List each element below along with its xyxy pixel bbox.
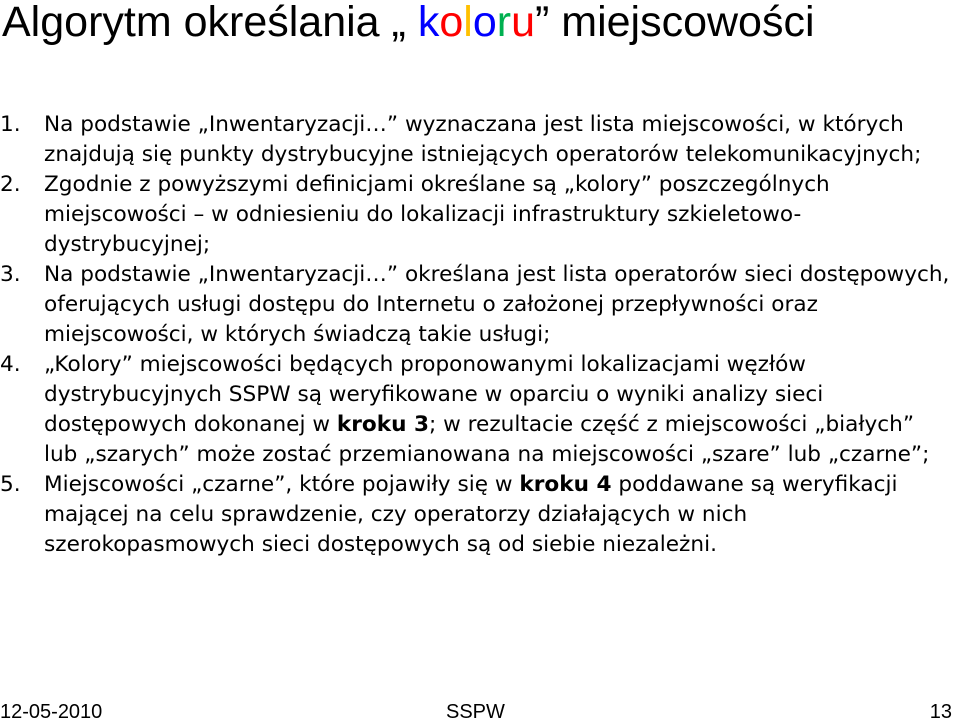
list-item [0, 350, 950, 470]
text-run: Na podstawie „Inwentaryzacji…” określana jest lista operatorów sieci dostępowych, oferujących usługi dostępu do Internetu o założonej przepływności oraz miejscowości, w których świadczą takie usługi; [44, 262, 950, 347]
list-item-number: 5. [0, 472, 21, 497]
title-letter: r [496, 0, 512, 46]
list-item [0, 260, 950, 350]
title-colored-word [406, 0, 535, 46]
list-item-text [44, 470, 950, 560]
list-item-text [44, 350, 950, 470]
step-reference: kroku 4 [519, 472, 612, 497]
list-item-text [44, 260, 950, 350]
text-run: poddawane są weryfikacji mającej na celu sprawdzenie, czy operatorzy działających w nich szerokopasmowych sieci dostępowych są od siebie niezależni. [44, 472, 898, 557]
title-suffix: ” miejscowości [534, 0, 815, 46]
list-item-text [44, 110, 950, 170]
title-letter: u [511, 0, 535, 46]
footer-date: 12-05-2010 [0, 701, 103, 723]
footer-center-label: SSPW [446, 701, 505, 723]
step-reference: kroku 3 [336, 412, 429, 437]
title-prefix: Algorytm określania „ [2, 0, 406, 46]
title-letter: l [463, 0, 473, 46]
slide-number: 13 [929, 701, 952, 723]
title-letter: k [417, 0, 440, 46]
algorithm-steps-list [0, 110, 950, 560]
title-letter: o [439, 0, 464, 46]
slide-title [2, 0, 815, 50]
list-item-number: 3. [0, 262, 21, 287]
title-letter: o [472, 0, 497, 46]
list-item-number: 1. [0, 112, 21, 137]
text-run: Na podstawie „Inwentaryzacji…” wyznaczana jest lista miejscowości, w których znajdują się punkty dystrybucyjne istniejących operatorów telekomunikacyjnych; [44, 112, 922, 167]
text-run: Miejscowości „czarne”, które pojawiły się w [44, 472, 520, 497]
list-item-text [44, 170, 950, 260]
slide-footer [0, 700, 960, 724]
list-item [0, 110, 950, 170]
text-run: Zgodnie z powyższymi definicjami określane są „kolory” poszczególnych miejscowości – w odniesieniu do lokalizacji infrastruktury szkieletowo-dystrybucyjnej; [44, 172, 830, 257]
list-item-number: 4. [0, 352, 21, 377]
text-run: ; w rezultacie część z miejscowości „białych” lub „szarych” może zostać przemianowana na miejscowości „szare” lub „czarne”; [44, 412, 930, 467]
list-item [0, 170, 950, 260]
list-item-number: 2. [0, 172, 21, 197]
text-run: „Kolory” miejscowości będących proponowanymi lokalizacjami węzłów dystrybucyjnych SSPW są weryfikowane w oparciu o wyniki analizy sieci dostępowych dokonanej w [44, 352, 824, 437]
list-item [0, 470, 950, 560]
